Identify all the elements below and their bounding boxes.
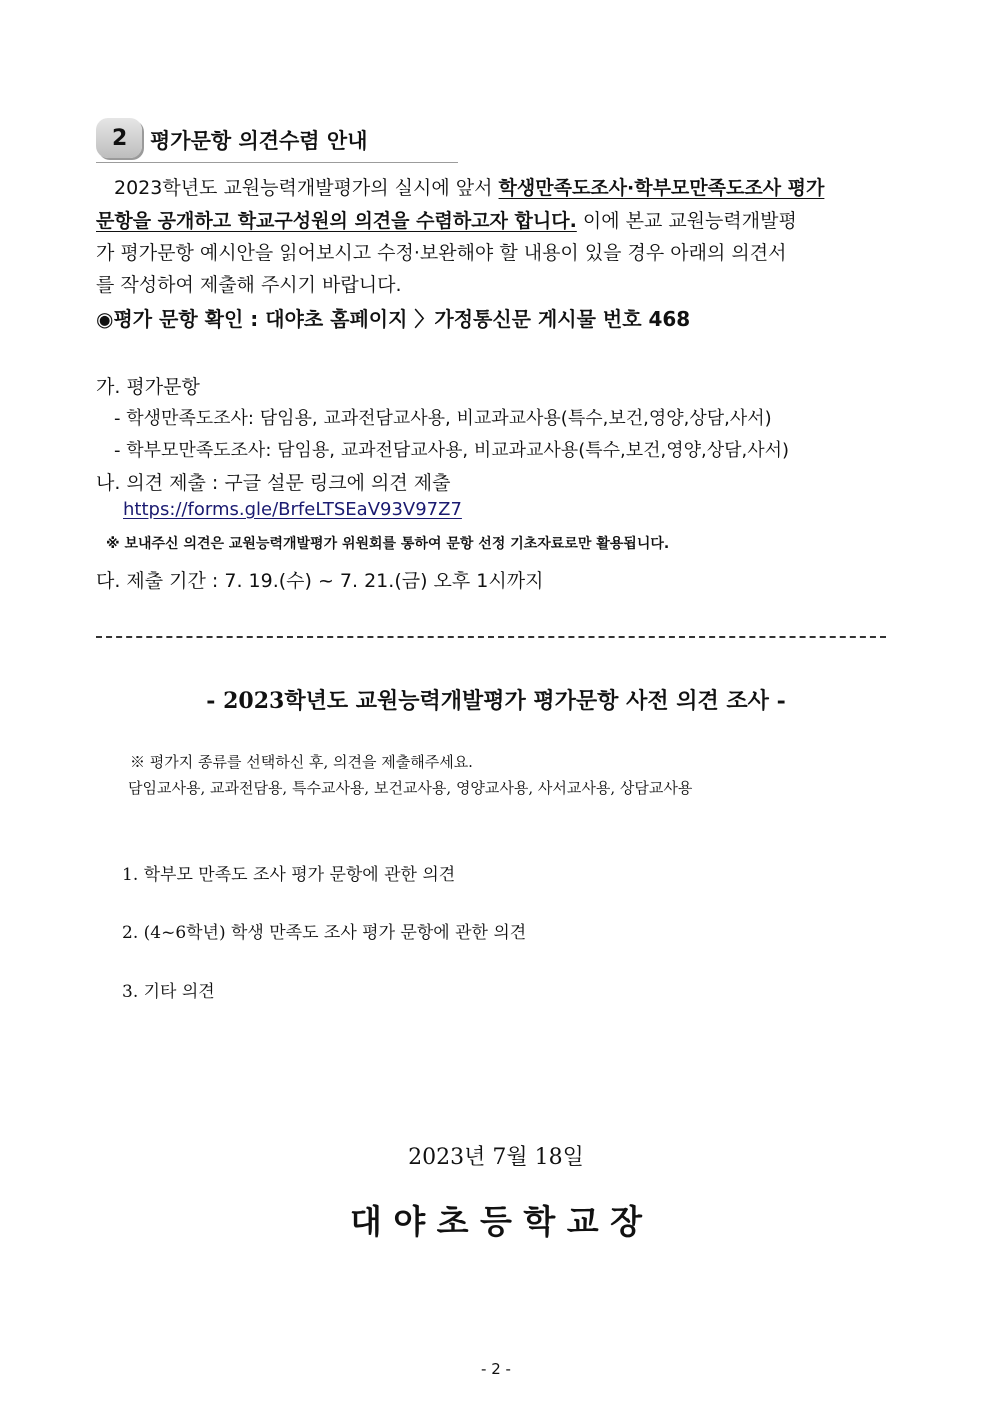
item-ga-title: 가. 평가문항 <box>96 376 200 398</box>
survey-question: 1. 학부모 만족도 조사 평가 문항에 관한 의견 <box>122 865 456 885</box>
item-na-note: ※ 보내주신 의견은 교원능력개발평가 위원회를 통하여 문항 선정 기초자료로만 활용됩니다. <box>106 536 670 552</box>
document-date: 2023년 7월 18일 <box>408 1145 584 1170</box>
intro-line-2-emphasis: 문항을 공개하고 학교구성원의 의견을 수렴하고자 합니다. <box>96 210 577 232</box>
survey-question: 3. 기타 의견 <box>122 982 215 1002</box>
intro-line-1-text: 2023학년도 교원능력개발평가의 실시에 앞서 <box>114 177 499 199</box>
survey-question: 2. (4~6학년) 학생 만족도 조사 평가 문항에 관한 의견 <box>122 923 527 943</box>
survey-types: 담임교사용, 교과전담용, 특수교사용, 보건교사용, 영양교사용, 사서교사용, 상담교사용 <box>128 779 693 797</box>
section-number: 2 <box>112 126 128 151</box>
item-ga-parent: - 학부모만족도조사: 담임용, 교과전담교사용, 비교과교사용(특수,보건,영양,상담,사서) <box>114 440 790 461</box>
section-divider <box>96 162 458 163</box>
intro-line-3: 가 평가문항 예시안을 읽어보시고 수정·보완해야 할 내용이 있을 경우 아래의 의견서 <box>96 242 787 264</box>
intro-line-4: 를 작성하여 제출해 주시기 바랍니다. <box>96 274 402 296</box>
intro-line-2-text: 이에 본교 교원능력개발평 <box>576 210 797 232</box>
intro-line-2 <box>96 206 797 233</box>
homepage-notice: ◉평가 문항 확인 : 대야초 홈페이지 〉가정통신문 게시물 번호 468 <box>96 307 691 331</box>
survey-instruction: ※ 평가지 종류를 선택하신 후, 의견을 제출해주세요. <box>130 753 473 771</box>
item-ga-student: - 학생만족도조사: 담임용, 교과전담교사용, 비교과교사용(특수,보건,영양,상담,사서) <box>114 408 772 429</box>
cut-line <box>96 636 886 638</box>
intro-line-1-emphasis: 학생만족도조사·학부모만족도조사 평가 <box>498 177 825 199</box>
intro-line-1 <box>114 173 824 200</box>
issuer-signature: 대 야 초 등 학 교 장 <box>349 1202 643 1241</box>
item-da-title: 다. 제출 기간 : 7. 19.(수) ~ 7. 21.(금) 오후 1시까지 <box>96 570 544 592</box>
google-form-link[interactable]: https://forms.gle/BrfeLTSEaV93V97Z7 <box>123 499 462 520</box>
page-number: - 2 - <box>481 1360 511 1378</box>
survey-title: - 2023학년도 교원능력개발평가 평가문항 사전 의견 조사 - <box>206 688 786 714</box>
item-na-title: 나. 의견 제출 : 구글 설문 링크에 의견 제출 <box>96 472 451 494</box>
section-title: 평가문항 의견수렴 안내 <box>150 129 368 153</box>
